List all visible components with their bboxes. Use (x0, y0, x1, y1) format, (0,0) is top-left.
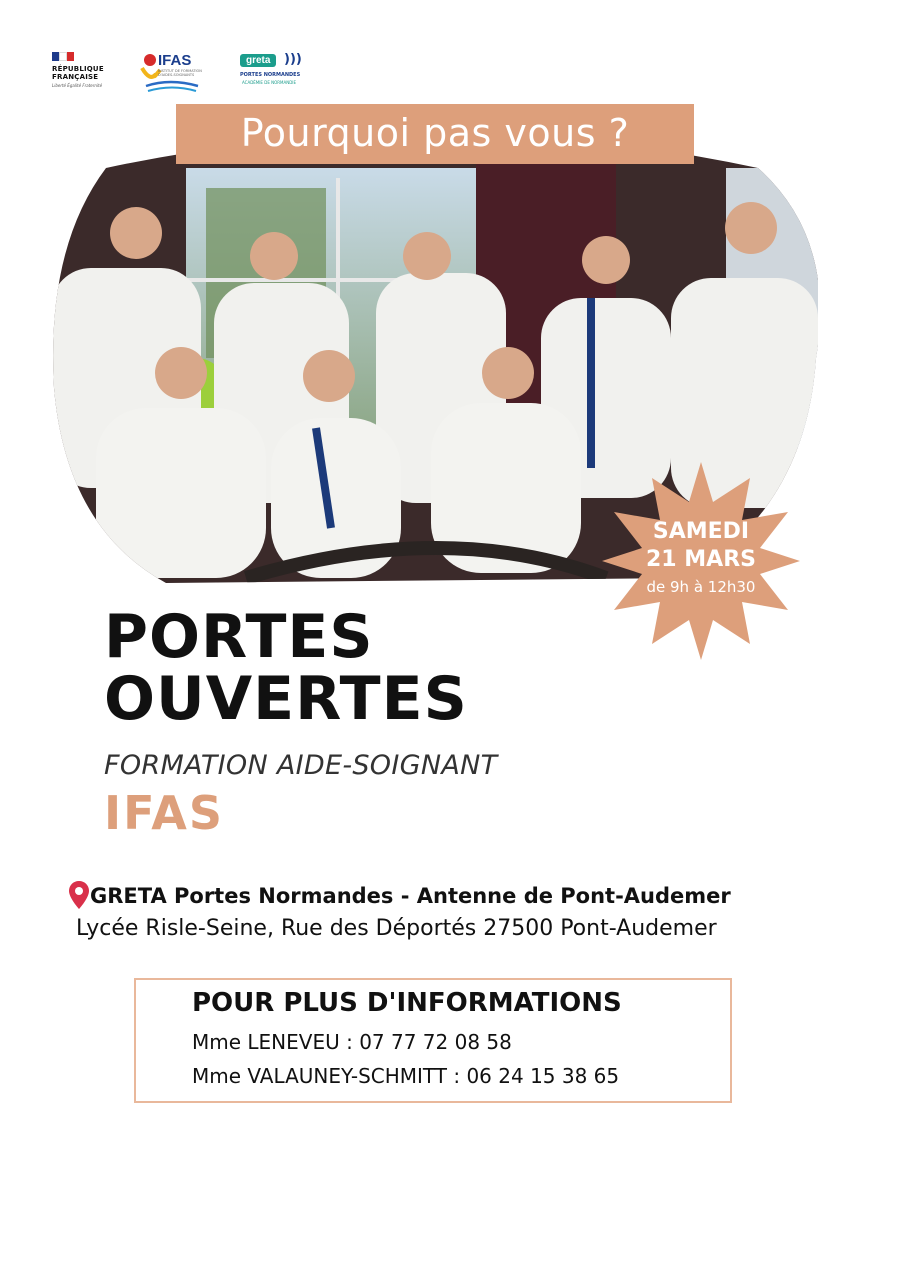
french-flag-icon (52, 52, 74, 61)
info-heading: POUR PLUS D'INFORMATIONS (192, 988, 622, 1018)
map-pin-icon (68, 880, 90, 910)
formation-subtitle: FORMATION AIDE-SOIGNANT (104, 750, 498, 781)
contact-valauney-schmitt: Mme VALAUNEY-SCHMITT : 06 24 15 38 65 (192, 1064, 620, 1088)
event-hours: de 9h à 12h30 (646, 578, 756, 596)
republique-motto: Liberté Égalité Fraternité (52, 83, 103, 88)
event-date-badge (600, 518, 802, 600)
location-address: Lycée Risle-Seine, Rue des Déportés 27500 Pont-Audemer (76, 916, 717, 941)
location-name: GRETA Portes Normandes - Antenne de Pont-Audemer (90, 884, 731, 908)
republique-francaise-logo (52, 52, 122, 102)
page-title (104, 602, 468, 734)
greta-logo-line2: ACADÉMIE DE NORMANDIE (242, 80, 296, 85)
contact-leneveu: Mme LENEVEU : 07 77 72 08 58 (192, 1030, 512, 1054)
event-date: 21 MARS (646, 547, 756, 572)
info-box (134, 978, 732, 1103)
greta-logo (234, 54, 324, 94)
ifas-logo (140, 52, 210, 98)
republique-line1: RÉPUBLIQUE (52, 65, 104, 73)
title-line2: OUVERTES (104, 664, 468, 734)
event-day: SAMEDI (652, 519, 750, 544)
org-name: IFAS (104, 786, 224, 840)
greta-waves-icon: ))) (284, 52, 302, 67)
ifas-logo-name: IFAS (158, 52, 192, 69)
title-line1: PORTES (104, 602, 374, 672)
greta-logo-line1: PORTES NORMANDES (240, 72, 301, 78)
tagline-banner: Pourquoi pas vous ? (176, 104, 694, 164)
republique-line2: FRANÇAISE (52, 73, 99, 81)
ifas-logo-subtitle: INSTITUT DE FORMATION D'AIDES-SOIGNANTS (158, 69, 202, 77)
greta-logo-name: greta (240, 54, 276, 67)
